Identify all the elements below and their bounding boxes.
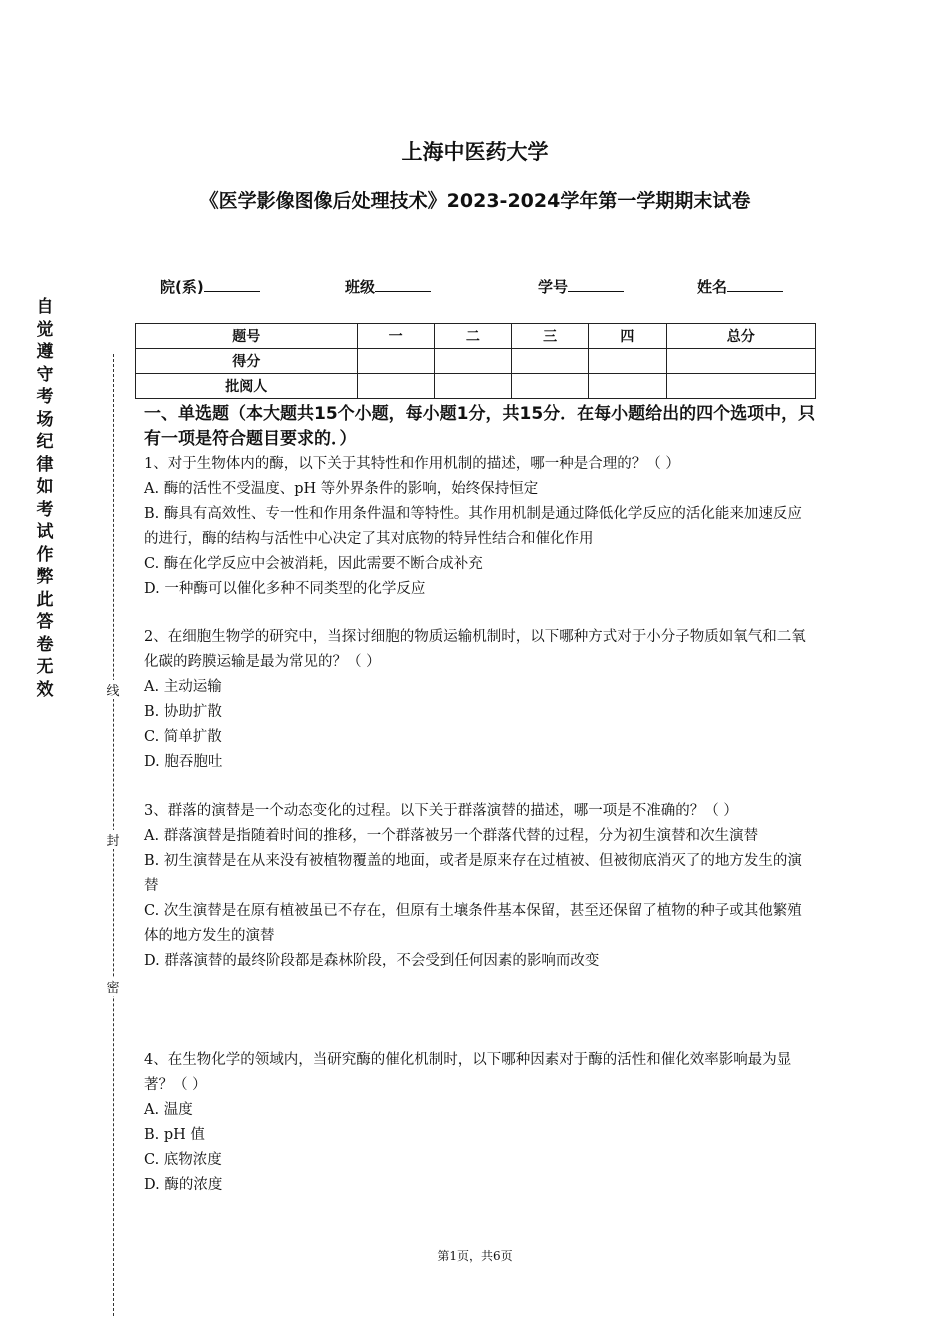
table-row [136, 349, 816, 374]
id-field [538, 276, 624, 297]
class-blank [375, 277, 431, 292]
option-d: D. 一种酶可以催化多种不同类型的化学反应 [144, 581, 426, 597]
question-stem: 1、对于生物体内的酶，以下关于其特性和作用机制的描述，哪一种是合理的？（ ） [144, 456, 680, 472]
table-cell [512, 349, 589, 374]
table-cell [666, 374, 815, 399]
score-table-header [136, 324, 816, 349]
question-4 [144, 1048, 812, 1198]
option-b: B. 初生演替是在从来没有被植物覆盖的地面，或者是原来存在过植被、但被彻底消灭了的地方发生的演替 [144, 853, 802, 894]
table-cell [357, 349, 434, 374]
dept-field [160, 276, 260, 297]
school-name: 上海中医药大学 [401, 140, 549, 164]
name-blank [727, 277, 783, 292]
dept-blank [204, 277, 260, 292]
name-field [697, 276, 783, 297]
table-cell [666, 349, 815, 374]
table-cell [512, 374, 589, 399]
exam-title: 《医学影像图像后处理技术》2023-2024学年第一学期期末试卷 [199, 190, 751, 212]
table-cell [357, 374, 434, 399]
option-a: A. 主动运输 [144, 679, 222, 695]
class-field [345, 276, 431, 297]
side-notice: 自觉遵守考场纪律如考试作弊此答卷无效 [36, 297, 54, 700]
table-cell: 一 [357, 324, 434, 349]
table-cell [589, 374, 666, 399]
binding-mark-line: 线 [104, 680, 122, 699]
question-3 [144, 799, 812, 974]
option-d: D. 群落演替的最终阶段都是森林阶段，不会受到任何因素的影响而改变 [144, 953, 600, 969]
option-c: C. 次生演替是在原有植被虽已不存在，但原有土壤条件基本保留，甚至还保留了植物的种子或其他繁殖体的地方发生的演替 [144, 903, 802, 944]
score-table [135, 323, 816, 399]
id-label: 学号 [538, 278, 569, 296]
table-row [136, 374, 816, 399]
id-blank [568, 277, 624, 292]
table-cell: 总分 [666, 324, 815, 349]
table-cell: 二 [434, 324, 511, 349]
option-a: A. 温度 [144, 1102, 193, 1118]
page-number: 第1页，共6页 [437, 1249, 513, 1263]
table-cell: 题号 [136, 324, 358, 349]
name-label: 姓名 [697, 278, 728, 296]
option-a: A. 群落演替是指随着时间的推移，一个群落被另一个群落代替的过程，分为初生演替和次生演替 [144, 828, 759, 844]
option-d: D. 胞吞胞吐 [144, 754, 223, 770]
question-stem: 4、在生物化学的领域内，当研究酶的催化机制时，以下哪种因素对于酶的活性和催化效率影响最为显著？（ ） [144, 1052, 792, 1093]
option-b: B. 酶具有高效性、专一性和作用条件温和等特性。其作用机制是通过降低化学反应的活化能来加速反应的进行，酶的结构与活性中心决定了其对底物的特异性结合和催化作用 [144, 506, 802, 547]
table-cell: 三 [512, 324, 589, 349]
dept-label: 院(系) [160, 278, 204, 296]
class-label: 班级 [345, 278, 376, 296]
option-c: C. 酶在化学反应中会被消耗，因此需要不断合成补充 [144, 556, 483, 572]
option-c: C. 简单扩散 [144, 729, 222, 745]
table-cell: 得分 [136, 349, 358, 374]
option-a: A. 酶的活性不受温度、pH 等外界条件的影响，始终保持恒定 [144, 481, 539, 497]
table-cell [434, 374, 511, 399]
question-stem: 2、在细胞生物学的研究中，当探讨细胞的物质运输机制时，以下哪种方式对于小分子物质如氧气和二氧化碳的跨膜运输是最为常见的？（ ） [144, 629, 806, 670]
table-cell [434, 349, 511, 374]
table-cell: 批阅人 [136, 374, 358, 399]
question-2 [144, 625, 812, 775]
option-b: B. pH 值 [144, 1127, 205, 1143]
section-title: 一、单选题（本大题共15个小题，每小题1分，共15分．在每小题给出的四个选项中，只有一项是符合题目要求的．） [144, 404, 816, 449]
question-1 [144, 452, 812, 602]
question-stem: 3、群落的演替是一个动态变化的过程。以下关于群落演替的描述，哪一项是不准确的？（ ） [144, 803, 738, 819]
table-cell: 四 [589, 324, 666, 349]
binding-mark-seal: 封 [104, 830, 122, 849]
binding-mark-secret: 密 [104, 977, 122, 996]
table-cell [589, 349, 666, 374]
option-d: D. 酶的浓度 [144, 1177, 223, 1193]
option-b: B. 协助扩散 [144, 704, 222, 720]
option-c: C. 底物浓度 [144, 1152, 222, 1168]
